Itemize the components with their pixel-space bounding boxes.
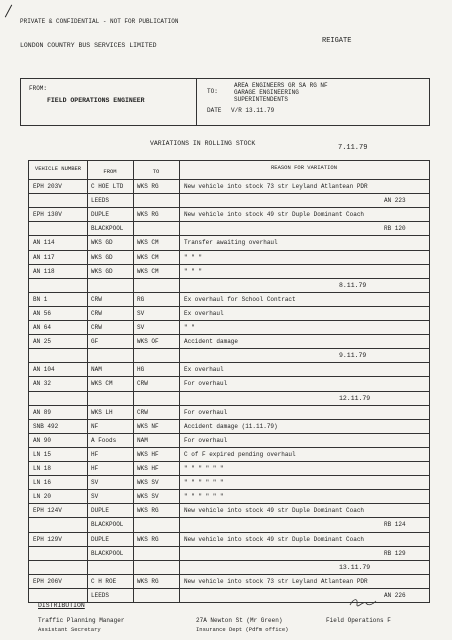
- pen-mark: [5, 5, 12, 18]
- cell-vehicle: SNB 492: [33, 422, 59, 430]
- first-date: 7.11.79: [338, 144, 368, 152]
- cell-from: BLACKPOOL: [91, 225, 124, 233]
- cell-reason: Accident damage: [184, 338, 239, 346]
- cell-from: DUPLE: [91, 535, 110, 543]
- cell-to: CRW: [137, 408, 148, 416]
- cell-fleet-number: RB 124: [384, 521, 406, 529]
- row-line: [29, 475, 429, 476]
- variations-table: [28, 160, 430, 603]
- cell-from: DUPLE: [91, 211, 110, 219]
- row-line: [29, 391, 429, 392]
- cell-vehicle: BN 1: [33, 295, 48, 303]
- row-line: [29, 588, 429, 589]
- cell-from: CRW: [91, 309, 102, 317]
- row-line: [29, 250, 429, 251]
- cell-reason: Ex overhaul: [184, 366, 224, 374]
- organisation-name: LONDON COUNTRY BUS SERVICES LIMITED: [20, 42, 157, 49]
- cell-to: HG: [137, 366, 145, 374]
- cell-reason: For overhaul: [184, 436, 228, 444]
- cell-vehicle: AN 118: [33, 267, 55, 275]
- cell-reason: " ": [184, 324, 195, 331]
- cell-fleet-number: RB 120: [384, 225, 406, 233]
- to-line: AREA ENGINEERS GR SA RG NF: [234, 82, 328, 89]
- row-line: [29, 447, 429, 448]
- cell-from: A Foods: [91, 436, 117, 444]
- cell-from: LEEDS: [91, 197, 110, 205]
- cell-to: WKS RG: [137, 577, 159, 585]
- row-line: [29, 278, 429, 279]
- cell-from: GF: [91, 338, 99, 346]
- distribution-col2-line2: Insurance Dept (Pdfm office): [196, 626, 289, 633]
- cell-date: 13.11.79: [339, 563, 371, 571]
- row-line: [29, 461, 429, 462]
- cell-reason: " " " " " ": [184, 493, 224, 501]
- row-line: [29, 221, 429, 222]
- to-line: GARAGE ENGINEERING: [234, 88, 299, 96]
- cell-reason: New vehicle into stock 73 str Leyland Atlantean PDR: [184, 183, 368, 190]
- cell-vehicle: LN 18: [33, 465, 52, 472]
- cell-fleet-number: AN 223: [384, 197, 406, 205]
- cell-from: C HOE LTD: [91, 183, 124, 190]
- cell-vehicle: EPH 124V: [33, 507, 62, 515]
- cell-to: WKS RG: [137, 211, 159, 219]
- cell-vehicle: AN 104: [33, 366, 55, 374]
- header-divider: [196, 79, 197, 125]
- row-line: [29, 574, 429, 575]
- cell-from: SV: [91, 479, 99, 487]
- cell-from: SV: [91, 493, 99, 501]
- row-line: [29, 489, 429, 490]
- row-line: [29, 546, 429, 547]
- cell-from: WKS GD: [91, 239, 113, 247]
- cell-to: NAM: [137, 436, 148, 444]
- cell-reason: " " " " " ": [184, 465, 224, 472]
- cell-to: WKS SV: [137, 479, 159, 487]
- row-line: [29, 193, 429, 194]
- cell-from: BLACKPOOL: [91, 549, 124, 557]
- cell-to: WKS CM: [137, 239, 159, 247]
- cell-from: WKS GD: [91, 267, 113, 275]
- to-label: TO:: [207, 88, 218, 95]
- header-from: FROM: [103, 168, 117, 175]
- cell-reason: New vehicle into stock 49 str Duple Dominant Coach: [184, 507, 365, 515]
- row-line: [29, 405, 429, 406]
- cell-to: WKS RG: [137, 183, 159, 190]
- column-divider: [179, 161, 180, 602]
- row-line: [29, 292, 429, 293]
- cell-date: 12.11.79: [339, 394, 371, 402]
- from-label: FROM:: [29, 85, 48, 92]
- cell-vehicle: LN 20: [33, 493, 52, 501]
- cell-reason: New vehicle into stock 73 str Leyland Atlantean PDR: [184, 577, 368, 585]
- cell-reason: Accident damage (11.11.79): [184, 422, 278, 430]
- row-line: [29, 348, 429, 349]
- from-value: FIELD OPERATIONS ENGINEER: [47, 97, 145, 104]
- distribution-col3-line1: Field Operations F: [326, 617, 391, 624]
- date-label: DATE: [207, 107, 222, 114]
- cell-reason: Ex overhaul for School Contract: [184, 295, 296, 303]
- cell-reason: New vehicle into stock 49 str Duple Dominant Coach: [184, 535, 365, 543]
- cell-from: HF: [91, 465, 99, 472]
- cell-reason: New vehicle into stock 49 str Duple Dominant Coach: [184, 211, 365, 219]
- cell-vehicle: AN 90: [33, 436, 52, 444]
- cell-to: WKS CM: [137, 253, 159, 261]
- cell-reason: Ex overhaul: [184, 309, 224, 317]
- cell-from: NF: [91, 422, 99, 430]
- row-line: [29, 320, 429, 321]
- row-line: [29, 503, 429, 504]
- cell-to: WKS HF: [137, 465, 159, 472]
- cell-date: 9.11.79: [339, 352, 367, 360]
- cell-vehicle: AN 56: [33, 309, 52, 317]
- cell-vehicle: LN 15: [33, 450, 52, 458]
- cell-to: WKS HF: [137, 450, 159, 458]
- cell-reason: C of F expired pending overhaul: [184, 450, 296, 458]
- cell-to: CRW: [137, 380, 148, 388]
- row-line: [29, 433, 429, 434]
- cell-reason: Transfer awaiting overhaul: [184, 239, 278, 247]
- cell-vehicle: EPH 129V: [33, 535, 62, 543]
- distribution-col2-line1: 27A Newton St (Mr Green): [196, 617, 283, 624]
- cell-to: WKS RG: [137, 535, 159, 543]
- header-row-line: [29, 179, 429, 180]
- cell-vehicle: AN 32: [33, 380, 52, 388]
- cell-fleet-number: RB 129: [384, 549, 406, 557]
- column-divider: [133, 161, 134, 602]
- cell-vehicle: EPH 206V: [33, 577, 62, 585]
- cell-from: C H ROE: [91, 577, 117, 585]
- header-to: TO: [152, 168, 160, 175]
- row-line: [29, 517, 429, 518]
- cell-vehicle: AN 25: [33, 338, 52, 346]
- cell-from: NAM: [91, 366, 102, 374]
- cell-from: WKS GD: [91, 253, 113, 261]
- date-value: V/R 13.11.79: [231, 107, 275, 114]
- cell-fleet-number: AN 226: [384, 591, 406, 599]
- to-line: SUPERINTENDENTS: [234, 95, 289, 103]
- row-line: [29, 419, 429, 420]
- cell-reason: " " ": [184, 253, 203, 261]
- cell-date: 8.11.79: [339, 281, 367, 289]
- cell-vehicle: AN 114: [33, 239, 55, 247]
- header-vehicle: VEHICLE NUMBER: [34, 165, 82, 172]
- cell-to: WKS NF: [137, 422, 159, 430]
- cell-from: CRW: [91, 324, 102, 331]
- row-line: [29, 264, 429, 265]
- cell-to: WKS OF: [137, 338, 159, 346]
- cell-reason: " " ": [184, 267, 203, 275]
- cell-vehicle: AN 89: [33, 408, 52, 416]
- header-reason: REASON FOR VARIATION: [270, 164, 337, 171]
- cell-from: WKS LH: [91, 408, 113, 416]
- cell-to: RG: [137, 295, 145, 303]
- to-recipients: [234, 83, 328, 103]
- row-line: [29, 560, 429, 561]
- distribution-col1-line1: Traffic Planning Manager: [38, 617, 125, 624]
- row-line: [29, 362, 429, 363]
- cell-from: BLACKPOOL: [91, 521, 124, 529]
- memo-header-box: [20, 78, 430, 126]
- signature: [348, 596, 378, 608]
- cell-from: CRW: [91, 295, 102, 303]
- document-title: VARIATIONS IN ROLLING STOCK: [150, 140, 256, 147]
- location: REIGATE: [322, 37, 352, 45]
- cell-vehicle: EPH 203V: [33, 183, 62, 190]
- row-line: [29, 207, 429, 208]
- row-line: [29, 532, 429, 533]
- cell-to: WKS RG: [137, 507, 159, 515]
- cell-from: HF: [91, 450, 99, 458]
- cell-to: WKS SV: [137, 493, 159, 501]
- cell-from: DUPLE: [91, 507, 110, 515]
- cell-to: SV: [137, 309, 145, 317]
- cell-from: LEEDS: [91, 591, 110, 599]
- cell-reason: For overhaul: [184, 380, 228, 388]
- distribution-label: DISTRIBUTION: [38, 602, 85, 609]
- row-line: [29, 376, 429, 377]
- column-divider: [87, 161, 88, 602]
- cell-from: WKS CM: [91, 380, 113, 388]
- row-line: [29, 306, 429, 307]
- row-line: [29, 334, 429, 335]
- cell-vehicle: LN 16: [33, 479, 52, 487]
- cell-to: SV: [137, 324, 145, 331]
- row-line: [29, 235, 429, 236]
- cell-vehicle: AN 117: [33, 253, 55, 261]
- confidential-notice: PRIVATE & CONFIDENTIAL - NOT FOR PUBLICATION: [20, 18, 179, 25]
- distribution-col1-line2: Assistant Secretary: [38, 626, 101, 633]
- cell-vehicle: EPH 130V: [33, 211, 62, 219]
- cell-reason: For overhaul: [184, 408, 228, 416]
- cell-reason: " " " " " ": [184, 479, 224, 487]
- cell-vehicle: AN 64: [33, 324, 52, 331]
- cell-to: WKS CM: [137, 267, 159, 275]
